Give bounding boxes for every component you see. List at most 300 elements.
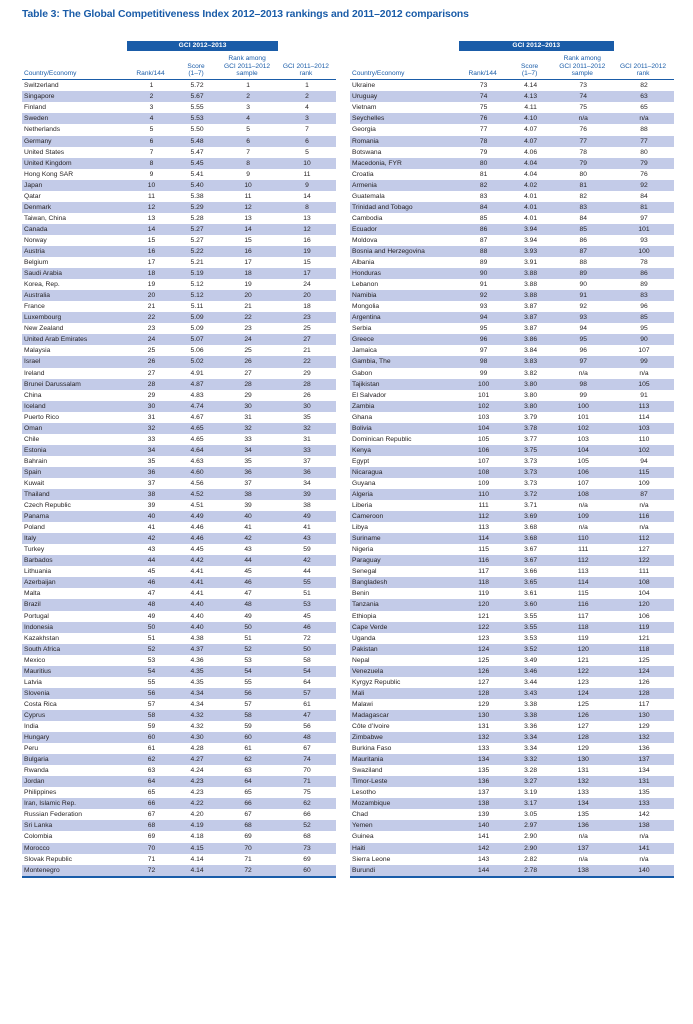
cell-prev: 103: [614, 423, 674, 434]
table-row: [22, 843, 336, 854]
cell-score: 3.27: [509, 776, 553, 787]
cell-rank: 13: [147, 214, 156, 222]
cell-score: 5.50: [190, 126, 204, 134]
cell-country: Uganda: [352, 634, 376, 642]
cell-among: 21: [244, 303, 252, 311]
cell-prev: 142: [638, 811, 650, 819]
cell-country: Botswana: [352, 148, 382, 156]
cell-prev: 27: [278, 334, 336, 345]
cell-prev: 10: [278, 158, 336, 169]
cell-country: Bosnia and Herzegovina: [350, 246, 459, 257]
table-row: [22, 721, 336, 732]
cell-rank: 47: [147, 590, 156, 598]
cell-among: 53: [244, 656, 252, 664]
cell-rank: 84: [459, 202, 509, 213]
cell-prev: 93: [640, 236, 648, 244]
table-row: [22, 235, 336, 246]
cell-score: 3.87: [509, 312, 553, 323]
cell-score: 4.30: [176, 732, 218, 743]
table-row: [350, 622, 674, 633]
table-row: [350, 533, 674, 544]
cell-prev: 23: [278, 312, 336, 323]
cell-rank: 110: [459, 489, 509, 500]
cell-score: 3.43: [509, 688, 553, 699]
table-row: [22, 113, 336, 124]
cell-rank: 67: [147, 811, 156, 819]
cell-prev: 59: [303, 546, 311, 554]
cell-rank: 138: [459, 798, 509, 809]
table-row: [350, 854, 674, 865]
cell-country: Madagascar: [350, 710, 459, 721]
table-row: [22, 290, 336, 301]
cell-score: 5.45: [176, 158, 218, 169]
cell-country: Nicaragua: [350, 467, 459, 478]
cell-country: Armenia: [350, 180, 459, 191]
cell-prev: 32: [278, 423, 336, 434]
cell-among: 50: [218, 622, 278, 633]
cell-rank: 124: [459, 644, 509, 655]
table-row: [22, 599, 336, 610]
cell-score: 2.78: [509, 865, 553, 877]
cell-rank: 72: [127, 865, 176, 877]
cell-among: 121: [577, 656, 589, 664]
cell-score: 4.46: [176, 533, 218, 544]
cell-rank: 19: [147, 281, 156, 289]
cell-rank: 71: [147, 855, 156, 863]
cell-score: 5.29: [176, 202, 218, 213]
cell-rank: 135: [478, 767, 490, 775]
cell-prev: 18: [303, 303, 311, 311]
table-row: [22, 511, 336, 522]
cell-prev: 33: [278, 445, 336, 456]
table-row: [350, 765, 674, 776]
cell-country: Swaziland: [352, 767, 383, 775]
table-row: [350, 511, 674, 522]
cell-country: Mauritius: [22, 666, 127, 677]
cell-country: Puerto Rico: [24, 413, 59, 421]
cell-country: Chad: [352, 811, 368, 819]
cell-among: 137: [552, 843, 614, 854]
cell-rank: 55: [147, 678, 156, 686]
cell-among: 33: [244, 435, 252, 443]
cell-country: Nigeria: [352, 546, 374, 554]
table-row: [22, 180, 336, 191]
cell-score: 3.88: [509, 268, 553, 279]
cell-country: Jordan: [22, 776, 127, 787]
table-row: [22, 268, 336, 279]
cell-rank: 133: [478, 745, 490, 753]
cell-rank: 17: [147, 259, 156, 267]
gci-table-right: [350, 40, 674, 878]
cell-prev: 8: [278, 202, 336, 213]
cell-rank: 48: [127, 599, 176, 610]
cell-score: 4.22: [176, 798, 218, 809]
cell-rank: 95: [479, 325, 488, 333]
cell-prev: 80: [640, 148, 648, 156]
cell-score: 4.14: [524, 82, 538, 90]
cell-score: 3.88: [524, 281, 538, 289]
cell-prev: 109: [638, 479, 650, 487]
cell-prev: 135: [638, 789, 650, 797]
cell-rank: 128: [459, 688, 509, 699]
cell-prev: 121: [638, 634, 650, 642]
cell-among: 129: [577, 745, 589, 753]
cell-among: 98: [552, 379, 614, 390]
cell-among: 135: [577, 811, 589, 819]
table-row: [350, 147, 674, 158]
cell-score: 5.09: [176, 312, 218, 323]
cell-prev: 84: [640, 192, 648, 200]
cell-among: n/a: [578, 524, 588, 532]
cell-country: Czech Republic: [24, 502, 71, 510]
cell-rank: 136: [459, 776, 509, 787]
cell-prev: 54: [278, 666, 336, 677]
cell-among: 81: [552, 180, 614, 191]
cell-prev: 111: [638, 568, 650, 576]
cell-rank: 80: [459, 158, 509, 169]
table-row: [22, 577, 336, 588]
table-row: [22, 213, 336, 224]
cell-score: 3.44: [524, 678, 538, 686]
cell-country: Namibia: [350, 290, 459, 301]
cell-rank: 51: [147, 634, 156, 642]
cell-score: 5.07: [176, 334, 218, 345]
cell-country: Vietnam: [352, 104, 377, 112]
table-row: [350, 368, 674, 379]
cell-score: 5.53: [176, 113, 218, 124]
cell-prev: 105: [614, 379, 674, 390]
cell-score: 4.40: [190, 612, 204, 620]
cell-among: 70: [218, 843, 278, 854]
col-header-previous-rank: GCI 2011–2012 rank: [278, 55, 336, 80]
table-row: [350, 379, 674, 390]
cell-rank: 2: [127, 91, 176, 102]
cell-among: 128: [552, 732, 614, 743]
cell-prev: 127: [638, 546, 650, 554]
table-row: [22, 467, 336, 478]
cell-rank: 54: [127, 666, 176, 677]
cell-rank: 129: [478, 700, 490, 708]
cell-prev: 46: [278, 622, 336, 633]
gci-banner-left: GCI 2012–2013: [127, 41, 278, 51]
cell-country: Cambodia: [352, 214, 383, 222]
cell-prev: 132: [614, 732, 674, 743]
cell-score: 4.35: [190, 678, 204, 686]
table-row: [22, 246, 336, 257]
cell-among: 54: [218, 666, 278, 677]
cell-score: 4.15: [176, 843, 218, 854]
cell-prev: 69: [303, 855, 311, 863]
cell-rank: 63: [147, 767, 156, 775]
cell-among: n/a: [578, 855, 588, 863]
cell-rank: 113: [478, 524, 489, 532]
table-row: [350, 345, 674, 356]
cell-rank: 100: [459, 379, 509, 390]
cell-prev: n/a: [614, 113, 674, 124]
cell-among: 120: [552, 644, 614, 655]
cell-prev: 113: [614, 401, 674, 412]
cell-country: Zambia: [350, 401, 459, 412]
left-table-body: [22, 80, 336, 877]
cell-among: 27: [244, 369, 252, 377]
cell-prev: 65: [640, 104, 648, 112]
cell-among: 101: [577, 413, 589, 421]
cell-score: 4.14: [190, 855, 204, 863]
cell-among: 85: [552, 224, 614, 235]
cell-among: 123: [577, 678, 589, 686]
cell-score: 3.94: [524, 236, 538, 244]
cell-country: United States: [24, 148, 65, 156]
table-row: [350, 412, 674, 423]
cell-rank: 24: [127, 334, 176, 345]
cell-prev: n/a: [639, 833, 649, 841]
table-row: [350, 102, 674, 113]
cell-score: 4.63: [190, 457, 204, 465]
cell-among: 111: [578, 546, 589, 554]
cell-rank: 8: [127, 158, 176, 169]
cell-among: 77: [552, 136, 614, 147]
cell-country: Switzerland: [24, 82, 59, 90]
gci-table-left: [22, 40, 336, 878]
cell-among: 59: [244, 723, 252, 730]
cell-score: 3.91: [524, 259, 538, 267]
cell-country: Morocco: [22, 843, 127, 854]
cell-country: Seychelles: [350, 113, 459, 124]
cell-rank: 62: [127, 754, 176, 765]
table-row: [22, 831, 336, 842]
table-row: [350, 655, 674, 666]
cell-country: Indonesia: [22, 622, 127, 633]
cell-prev: 136: [638, 745, 650, 753]
cell-among: 68: [218, 820, 278, 831]
cell-among: 87: [552, 246, 614, 257]
cell-prev: 66: [303, 811, 311, 819]
cell-score: 4.07: [524, 126, 538, 134]
cell-country: Burkina Faso: [352, 745, 392, 753]
cell-prev: 129: [638, 723, 650, 730]
cell-prev: 25: [303, 325, 311, 333]
table-row: [350, 522, 674, 533]
cell-country: Tanzania: [350, 599, 459, 610]
table-row: [350, 831, 674, 842]
table-row: [22, 798, 336, 809]
table-row: [22, 555, 336, 566]
cell-prev: 134: [638, 767, 650, 775]
cell-country: Liberia: [352, 502, 373, 510]
table-row: [22, 257, 336, 268]
cell-score: 3.80: [524, 391, 538, 399]
cell-score: 4.35: [176, 666, 218, 677]
cell-prev: 37: [303, 457, 311, 465]
cell-among: 8: [218, 158, 278, 169]
table-row: [22, 224, 336, 235]
table-row: [22, 633, 336, 644]
cell-country: Montenegro: [22, 865, 127, 877]
cell-among: 3: [246, 104, 250, 112]
cell-among: n/a: [578, 369, 588, 377]
table-bottom-rule-left: [22, 877, 336, 878]
cell-prev: 29: [303, 369, 311, 377]
table-row: [350, 644, 674, 655]
cell-among: 30: [218, 401, 278, 412]
cell-rank: 120: [459, 599, 509, 610]
cell-among: 7: [246, 148, 250, 156]
cell-country: Germany: [22, 136, 127, 147]
cell-rank: 57: [147, 700, 156, 708]
cell-score: 3.61: [524, 590, 538, 598]
cell-score: 3.93: [509, 246, 553, 257]
table-row: [350, 268, 674, 279]
cell-rank: 90: [459, 268, 509, 279]
cell-country: Gambia, The: [350, 356, 459, 367]
table-row: [22, 809, 336, 820]
cell-among: 93: [552, 312, 614, 323]
cell-rank: 38: [127, 489, 176, 500]
table-row: [350, 124, 674, 135]
cell-country: Bangladesh: [350, 577, 459, 588]
table-row: [350, 279, 674, 290]
cell-country: Georgia: [352, 126, 376, 134]
table-row: [22, 445, 336, 456]
cell-country: Albania: [352, 259, 375, 267]
cell-among: 14: [218, 224, 278, 235]
table-row: [22, 368, 336, 379]
cell-rank: 105: [478, 435, 490, 443]
cell-among: 6: [218, 136, 278, 147]
cell-rank: 83: [479, 192, 488, 200]
cell-score: 5.09: [190, 325, 204, 333]
cell-country: Argentina: [350, 312, 459, 323]
cell-score: 3.82: [524, 369, 538, 377]
cell-country: Azerbaijan: [22, 577, 127, 588]
cell-among: n/a: [552, 113, 614, 124]
table-row: [22, 544, 336, 555]
cell-prev: 12: [278, 224, 336, 235]
cell-prev: 87: [614, 489, 674, 500]
table-row: [350, 798, 674, 809]
cell-score: 3.79: [524, 413, 538, 421]
cell-among: n/a: [578, 833, 588, 841]
cell-among: 42: [218, 533, 278, 544]
cell-prev: 74: [278, 754, 336, 765]
cell-score: 5.55: [190, 104, 204, 112]
cell-prev: 45: [303, 612, 311, 620]
table-row: [350, 754, 674, 765]
cell-score: 4.65: [176, 423, 218, 434]
cell-country: Senegal: [352, 568, 377, 576]
cell-country: Kyrgyz Republic: [352, 678, 401, 686]
right-table-column: [346, 40, 692, 878]
page-title: Table 3: The Global Competitiveness Index 2012–2013 rankings and 2011–2012 comparisons: [22, 9, 469, 20]
cell-among: 103: [577, 435, 589, 443]
cell-country: Trinidad and Tobago: [350, 202, 459, 213]
cell-rank: 65: [147, 789, 156, 797]
table-row: [350, 290, 674, 301]
cell-among: 40: [218, 511, 278, 522]
table-row: [350, 566, 674, 577]
cell-country: Algeria: [350, 489, 459, 500]
table-row: [22, 434, 336, 445]
cell-prev: 126: [638, 678, 650, 686]
cell-among: 65: [244, 789, 252, 797]
cell-country: Chile: [24, 435, 40, 443]
cell-score: 3.86: [509, 334, 553, 345]
cell-prev: 106: [638, 612, 650, 620]
cell-score: 3.67: [524, 546, 538, 554]
cell-country: Cameroon: [350, 511, 459, 522]
table-row: [350, 577, 674, 588]
cell-country: Slovak Republic: [24, 855, 72, 863]
cell-prev: 115: [614, 467, 674, 478]
cell-rank: 28: [127, 379, 176, 390]
cell-rank: 1: [149, 82, 154, 90]
cell-score: 3.68: [509, 533, 553, 544]
cell-rank: 121: [478, 612, 490, 620]
cell-rank: 42: [127, 533, 176, 544]
cell-among: 110: [552, 533, 614, 544]
cell-among: 112: [552, 555, 614, 566]
table-row: [22, 423, 336, 434]
cell-score: 4.24: [190, 767, 204, 775]
table-row: [22, 699, 336, 710]
cell-prev: 120: [614, 599, 674, 610]
cell-score: 4.38: [190, 634, 204, 642]
cell-rank: 94: [459, 312, 509, 323]
cell-prev: 34: [303, 479, 311, 487]
cell-among: 71: [244, 855, 252, 863]
cell-rank: 140: [459, 820, 509, 831]
cell-rank: 98: [459, 356, 509, 367]
table-row: [350, 500, 674, 511]
table-row: [350, 820, 674, 831]
cell-rank: 22: [127, 312, 176, 323]
cell-among: 84: [579, 214, 587, 222]
cell-country: Colombia: [24, 833, 53, 841]
cell-among: 57: [244, 700, 252, 708]
cell-rank: 81: [479, 170, 488, 178]
cell-among: 107: [577, 479, 589, 487]
cell-prev: 6: [278, 136, 336, 147]
cell-rank: 143: [478, 855, 490, 863]
cell-prev: 35: [303, 413, 311, 421]
cell-among: 61: [244, 745, 252, 753]
cell-score: 3.28: [524, 767, 538, 775]
cell-prev: 43: [278, 533, 336, 544]
cell-among: 80: [579, 170, 587, 178]
cell-rank: 16: [127, 246, 176, 257]
table-row: [350, 489, 674, 500]
cell-score: 4.10: [509, 113, 553, 124]
cell-country: Oman: [22, 423, 127, 434]
cell-score: 3.49: [524, 656, 538, 664]
table-row: [22, 522, 336, 533]
table-row: [350, 169, 674, 180]
cell-rank: 6: [127, 136, 176, 147]
cell-prev: 63: [614, 91, 674, 102]
cell-country: Canada: [22, 224, 127, 235]
cell-among: 117: [577, 612, 589, 620]
cell-score: 3.75: [509, 445, 553, 456]
cell-country: Iceland: [22, 401, 127, 412]
table-row: [22, 776, 336, 787]
cell-country: Egypt: [352, 457, 370, 465]
cell-rank: 117: [478, 568, 489, 576]
cell-rank: 103: [478, 413, 490, 421]
cell-among: 22: [218, 312, 278, 323]
table-row: [22, 743, 336, 754]
table-row: [350, 356, 674, 367]
cell-rank: 115: [478, 546, 489, 554]
